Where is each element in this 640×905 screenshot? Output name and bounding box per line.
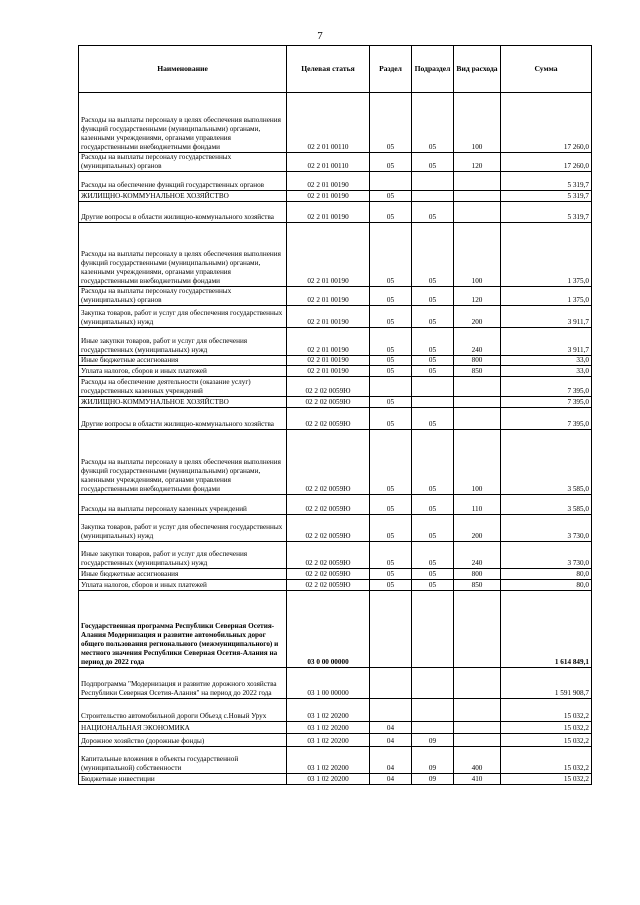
- row-name: Другие вопросы в области жилищно-коммунального хозяйства: [79, 202, 287, 223]
- row-target: 02 2 01 00190: [287, 172, 370, 191]
- row-name: Закупка товаров, работ и услуг для обеспечения государственных (муниципальных) нужд: [79, 515, 287, 542]
- row-type: 800: [454, 356, 501, 366]
- row-type: 120: [454, 153, 501, 172]
- row-subsection: 05: [412, 495, 454, 515]
- row-type: 120: [454, 287, 501, 306]
- table-row: [79, 408, 592, 430]
- table-row: [79, 172, 592, 191]
- row-sum: 1 375,0: [501, 287, 592, 306]
- row-name: Расходы на выплаты персоналу государственных (муниципальных) органов: [79, 153, 287, 172]
- row-name: Расходы на выплаты персоналу казенных учреждений: [79, 495, 287, 515]
- row-target: 02 2 01 00190: [287, 306, 370, 328]
- row-target: 02 2 01 00190: [287, 366, 370, 377]
- row-name: Другие вопросы в области жилищно-коммунального хозяйства: [79, 408, 287, 430]
- row-target: 02 2 02 0059Ю: [287, 542, 370, 569]
- header-sum: Сумма: [501, 46, 592, 93]
- row-target: 02 2 02 0059Ю: [287, 377, 370, 397]
- row-subsection: [412, 397, 454, 408]
- row-section: 05: [370, 202, 412, 223]
- row-section: 05: [370, 430, 412, 495]
- row-name: Расходы на обеспечение деятельности (оказание услуг) государственных казенных учреждений: [79, 377, 287, 397]
- row-type: [454, 202, 501, 223]
- row-subsection: 09: [412, 734, 454, 747]
- row-sum: 15 032,2: [501, 734, 592, 747]
- row-target: 02 2 01 00110: [287, 93, 370, 153]
- row-name: Подпрограмма "Модернизация и развитие дорожного хозяйства Республики Северная Осетия-Алания" на период до 2022 года: [79, 668, 287, 699]
- row-subsection: [412, 668, 454, 699]
- row-type: 100: [454, 223, 501, 287]
- row-section: [370, 377, 412, 397]
- row-section: 05: [370, 495, 412, 515]
- row-target: 03 1 02 20200: [287, 747, 370, 774]
- row-section: 05: [370, 542, 412, 569]
- row-type: [454, 172, 501, 191]
- row-section: 05: [370, 191, 412, 202]
- row-subsection: 05: [412, 515, 454, 542]
- row-target: 03 1 02 20200: [287, 699, 370, 722]
- page-number: 7: [317, 30, 323, 42]
- row-target: 02 2 02 0059Ю: [287, 515, 370, 542]
- row-target: 02 2 01 00190: [287, 328, 370, 356]
- row-subsection: [412, 699, 454, 722]
- table-row: [79, 495, 592, 515]
- row-name: Иные закупки товаров, работ и услуг для обеспечения государственных (муниципальных) нужд: [79, 328, 287, 356]
- table-row: [79, 668, 592, 699]
- row-subsection: 05: [412, 580, 454, 591]
- row-name: ЖИЛИЩНО-КОММУНАЛЬНОЕ ХОЗЯЙСТВО: [79, 397, 287, 408]
- row-section: 05: [370, 515, 412, 542]
- row-section: 05: [370, 356, 412, 366]
- row-sum: 3 585,0: [501, 430, 592, 495]
- row-type: [454, 591, 501, 668]
- row-sum: 15 032,2: [501, 774, 592, 785]
- row-name: Иные закупки товаров, работ и услуг для обеспечения государственных (муниципальных) нужд: [79, 542, 287, 569]
- row-type: [454, 408, 501, 430]
- row-subsection: 05: [412, 366, 454, 377]
- row-name: НАЦИОНАЛЬНАЯ ЭКОНОМИКА: [79, 722, 287, 734]
- row-section: [370, 172, 412, 191]
- table-body: [79, 93, 592, 785]
- table-header-row: [79, 46, 592, 93]
- row-type: 100: [454, 93, 501, 153]
- row-name: Расходы на выплаты персоналу в целях обеспечения выполнения функций государственными (муниципальными) органами, казенными учреждениями, органами управления государственными внебюджетными фондами: [79, 430, 287, 495]
- row-name: Уплата налогов, сборов и иных платежей: [79, 366, 287, 377]
- row-sum: 80,0: [501, 580, 592, 591]
- row-name: Строительство автомобильной дороги Объезд с.Новый Урух: [79, 699, 287, 722]
- table-row: [79, 722, 592, 734]
- row-section: 05: [370, 366, 412, 377]
- row-name: Расходы на выплаты персоналу в целях обеспечения выполнения функций государственными (муниципальными) органами, казенными учреждениями, органами управления государственными внебюджетными фондами: [79, 223, 287, 287]
- row-target: 02 2 01 00190: [287, 223, 370, 287]
- row-sum: 17 260,0: [501, 93, 592, 153]
- row-subsection: [412, 191, 454, 202]
- table-row: [79, 569, 592, 580]
- table-row: [79, 202, 592, 223]
- table-row: [79, 306, 592, 328]
- row-sum: 15 032,2: [501, 699, 592, 722]
- row-section: 05: [370, 580, 412, 591]
- row-section: 04: [370, 747, 412, 774]
- row-subsection: 05: [412, 223, 454, 287]
- row-sum: 7 395,0: [501, 377, 592, 397]
- row-name: Дорожное хозяйство (дорожные фонды): [79, 734, 287, 747]
- row-target: 03 1 02 20200: [287, 774, 370, 785]
- table-row: [79, 774, 592, 785]
- row-section: 05: [370, 153, 412, 172]
- row-subsection: 05: [412, 542, 454, 569]
- row-target: 03 1 02 20200: [287, 734, 370, 747]
- row-target: 03 1 00 00000: [287, 668, 370, 699]
- row-type: 410: [454, 774, 501, 785]
- row-type: 850: [454, 580, 501, 591]
- table-row: [79, 153, 592, 172]
- row-sum: 5 319,7: [501, 202, 592, 223]
- row-sum: 33,0: [501, 356, 592, 366]
- row-type: 200: [454, 306, 501, 328]
- row-target: 02 2 01 00190: [287, 287, 370, 306]
- row-type: [454, 699, 501, 722]
- row-sum: 1 591 908,7: [501, 668, 592, 699]
- row-name: Расходы на выплаты персоналу государственных (муниципальных) органов: [79, 287, 287, 306]
- table-row: [79, 366, 592, 377]
- row-section: [370, 591, 412, 668]
- row-sum: 15 032,2: [501, 722, 592, 734]
- row-name: Бюджетные инвестиции: [79, 774, 287, 785]
- row-name: Иные бюджетные ассигнования: [79, 569, 287, 580]
- table-row: [79, 377, 592, 397]
- table-row: [79, 580, 592, 591]
- row-subsection: [412, 591, 454, 668]
- row-sum: 1 375,0: [501, 223, 592, 287]
- row-section: 05: [370, 93, 412, 153]
- row-type: [454, 722, 501, 734]
- row-sum: 7 395,0: [501, 397, 592, 408]
- row-sum: 80,0: [501, 569, 592, 580]
- row-target: 02 2 02 0059Ю: [287, 495, 370, 515]
- row-section: [370, 699, 412, 722]
- table-row: [79, 191, 592, 202]
- row-target: 02 2 01 00190: [287, 356, 370, 366]
- row-subsection: 05: [412, 202, 454, 223]
- table-row: [79, 542, 592, 569]
- row-section: [370, 668, 412, 699]
- row-sum: 3 730,0: [501, 515, 592, 542]
- row-subsection: 09: [412, 747, 454, 774]
- row-type: 400: [454, 747, 501, 774]
- row-type: 200: [454, 515, 501, 542]
- row-sum: 3 730,0: [501, 542, 592, 569]
- row-section: 05: [370, 328, 412, 356]
- header-type: Вид расхода: [454, 46, 501, 93]
- row-name: Государственная программа Республики Северная Осетия-Алания Модернизация и развитие автомобильных дорог общего пользования регионального (межмуниципального) и местного значения Республики Северная Осетия-Алания на период до 2022 года: [79, 591, 287, 668]
- header-name: Наименование: [79, 46, 287, 93]
- row-type: 100: [454, 430, 501, 495]
- row-section: 04: [370, 734, 412, 747]
- row-target: 02 2 02 0059Ю: [287, 569, 370, 580]
- row-target: 02 2 02 0059Ю: [287, 408, 370, 430]
- row-subsection: 05: [412, 356, 454, 366]
- budget-table: [78, 45, 592, 785]
- row-subsection: 05: [412, 569, 454, 580]
- header-section: Раздел: [370, 46, 412, 93]
- row-subsection: 05: [412, 408, 454, 430]
- row-target: 03 1 02 20200: [287, 722, 370, 734]
- row-subsection: 05: [412, 328, 454, 356]
- row-name: ЖИЛИЩНО-КОММУНАЛЬНОЕ ХОЗЯЙСТВО: [79, 191, 287, 202]
- table-row: [79, 328, 592, 356]
- row-section: 05: [370, 569, 412, 580]
- row-subsection: 05: [412, 93, 454, 153]
- table-row: [79, 747, 592, 774]
- row-name: Расходы на обеспечение функций государственных органов: [79, 172, 287, 191]
- row-type: [454, 734, 501, 747]
- row-sum: 15 032,2: [501, 747, 592, 774]
- table-row: [79, 223, 592, 287]
- row-type: 850: [454, 366, 501, 377]
- row-sum: 33,0: [501, 366, 592, 377]
- row-name: Капитальные вложения в объекты государственной (муниципальной) собственности: [79, 747, 287, 774]
- row-section: 05: [370, 397, 412, 408]
- row-section: 04: [370, 722, 412, 734]
- header-target: Целевая статья: [287, 46, 370, 93]
- row-subsection: [412, 172, 454, 191]
- row-type: 240: [454, 542, 501, 569]
- row-sum: 5 319,7: [501, 191, 592, 202]
- table-row: [79, 591, 592, 668]
- row-name: Иные бюджетные ассигнования: [79, 356, 287, 366]
- table-row: [79, 734, 592, 747]
- row-type: 110: [454, 495, 501, 515]
- row-type: [454, 191, 501, 202]
- table-row: [79, 515, 592, 542]
- row-sum: 7 395,0: [501, 408, 592, 430]
- table-row: [79, 430, 592, 495]
- row-subsection: 05: [412, 306, 454, 328]
- row-target: 02 2 01 00190: [287, 191, 370, 202]
- row-type: 240: [454, 328, 501, 356]
- row-section: 05: [370, 408, 412, 430]
- row-target: 03 0 00 00000: [287, 591, 370, 668]
- row-type: [454, 397, 501, 408]
- row-sum: 5 319,7: [501, 172, 592, 191]
- row-type: [454, 377, 501, 397]
- row-sum: 17 260,0: [501, 153, 592, 172]
- header-subsection: Подраздел: [412, 46, 454, 93]
- row-subsection: 09: [412, 774, 454, 785]
- table-row: [79, 356, 592, 366]
- row-subsection: [412, 722, 454, 734]
- table-row: [79, 93, 592, 153]
- row-section: 05: [370, 223, 412, 287]
- table-row: [79, 397, 592, 408]
- table-row: [79, 699, 592, 722]
- row-sum: 1 614 849,1: [501, 591, 592, 668]
- row-name: Закупка товаров, работ и услуг для обеспечения государственных (муниципальных) нужд: [79, 306, 287, 328]
- row-target: 02 2 02 0059Ю: [287, 430, 370, 495]
- row-section: 05: [370, 306, 412, 328]
- row-subsection: 05: [412, 153, 454, 172]
- row-name: Расходы на выплаты персоналу в целях обеспечения выполнения функций государственными (муниципальными) органами, казенными учреждениями, органами управления государственными внебюджетными фондами: [79, 93, 287, 153]
- row-subsection: 05: [412, 287, 454, 306]
- row-sum: 3 585,0: [501, 495, 592, 515]
- table-row: [79, 287, 592, 306]
- row-sum: 3 911,7: [501, 306, 592, 328]
- row-target: 02 2 01 00110: [287, 153, 370, 172]
- row-type: 800: [454, 569, 501, 580]
- row-type: [454, 668, 501, 699]
- row-subsection: [412, 377, 454, 397]
- row-target: 02 2 01 00190: [287, 202, 370, 223]
- row-section: 04: [370, 774, 412, 785]
- row-section: 05: [370, 287, 412, 306]
- row-sum: 3 911,7: [501, 328, 592, 356]
- row-target: 02 2 02 0059Ю: [287, 580, 370, 591]
- row-subsection: 05: [412, 430, 454, 495]
- row-target: 02 2 02 0059Ю: [287, 397, 370, 408]
- row-name: Уплата налогов, сборов и иных платежей: [79, 580, 287, 591]
